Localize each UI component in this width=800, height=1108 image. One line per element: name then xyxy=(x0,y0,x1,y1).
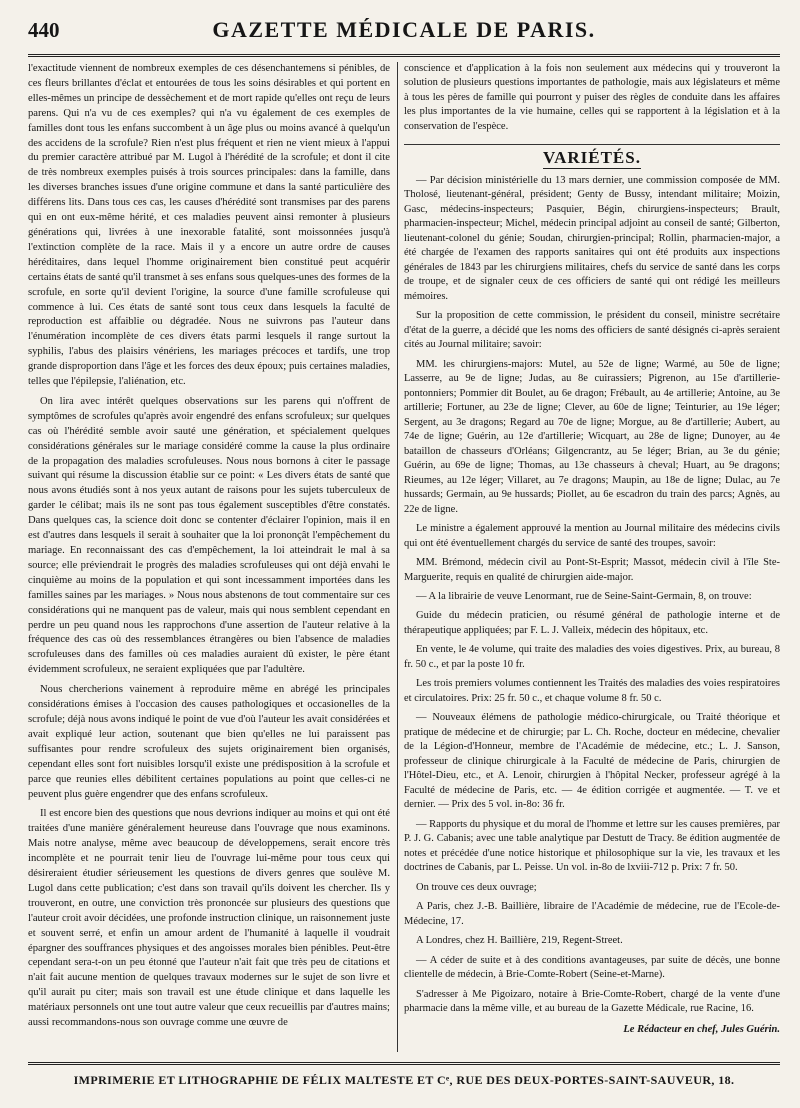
news-item: — A la librairie de veuve Lenormant, rue de Seine-Saint-Germain, 8, on trouve: xyxy=(416,590,752,602)
news-item: Sur la proposition de cette commission, le président du conseil, ministre secrétaire d'état de la guerre, a décidé que les noms des officiers de santé désignés ci-après seraient cités au Journal militaire; savoir: xyxy=(404,310,780,351)
book-listing: — Rapports du physique et du moral de l'homme et lettre sur les causes premières, par P. J. G. Cabanis; avec une table analytique par Destutt de Tracy. 8e édition augmentée de notes et précédée d'une notice historique et philosophique sur la vie, les travaux et les doctrines de Cabanis, par L. Peisse. Un vol. in-8o de lxviii-712 p. Prix: 7 fr. 50. xyxy=(404,818,780,874)
masthead-title: GAZETTE MÉDICALE DE PARIS. xyxy=(212,17,596,42)
news-item: S'adresser à Me Pigoizaro, notaire à Brie-Comte-Robert, chargé de la vente d'une pharmacie dans la même ville, et au bureau de la Gazette Médicale, rue Racine, 16. xyxy=(404,988,780,1015)
editor-signature: Le Rédacteur en chef, Jules Guérin. xyxy=(623,1023,780,1035)
left-column xyxy=(28,62,390,1036)
article-columns xyxy=(28,62,780,1052)
newspaper-page xyxy=(28,14,780,1094)
news-item: A Paris, chez J.-B. Baillière, libraire de l'Académie de médecine, rue de l'Ecole-de-Médecine, 17. xyxy=(404,901,780,927)
news-item: Le ministre a également approuvé la mention au Journal militaire des médecins civils qui ont été éventuellement chargés du service de santé des troupes, savoir: xyxy=(404,523,780,549)
section-title xyxy=(404,148,780,168)
news-item: — A céder de suite et à des conditions avantageuses, par suite de décès, une bonne clientelle de médecin, à Brie-Comte-Robert (Seine-et-Marne). xyxy=(404,954,780,981)
book-listing: En vente, le 4e volume, qui traite des maladies des voies digestives. Prix, au bureau, 8 fr. 50 c., et par la poste 10 fr. xyxy=(404,644,780,670)
paragraph: Il est encore bien des questions que nous devrions indiquer au moins et qui ont été traitées d'une manière généralement heureuse dans l'ouvrage que nous examinons. Mais notre analyse, même avec beaucoup de développemens, serait encore très incomplète et ne pourrait tenir lieu de l'ouvrage lui-même pour tous ceux qui désireraient étudier sérieusement les questions de divers genres que soulève M. Lugol dans cette publication; c'est dans son travail qu'ils doivent les chercher. Ils y trouveront, en outre, une conviction très prononcée sur plusieurs des questions que l'auteur croit avoir décidées, une profonde instruction clinique, un raisonnement juste et souvent serré, et enfin un amour ardent de l'humanité à laquelle il voudrait épargner des souffrances physiques et des angoisses morales bien pénibles. Peut-être cependant sera-t-on un peu étonné que l'auteur n'ait fait que très peu de citations et n'ait fait aucune mention de quelques travaux modernes sur le sujet de son livre et qu'il aurait pu citer; mais son travail est une étude clinique et dans laquelle les matériaux personnels ont une tout autre valeur que ceux recueillis par d'autres mains; aussi recommandons-nous son ouvrage comme une œuvre de xyxy=(28,808,390,1029)
page-header xyxy=(28,14,780,57)
section-title-text: VARIÉTÉS. xyxy=(543,148,641,168)
section-rule xyxy=(404,144,780,145)
news-item: On trouve ces deux ouvrage; xyxy=(416,881,537,893)
right-column xyxy=(404,62,780,1037)
book-listing: Les trois premiers volumes contiennent les Traités des maladies des voies respiratoires et circulatoires. Prix: 25 fr. 50 c., et chaque volume 8 fr. 50 c. xyxy=(404,678,780,704)
column-divider xyxy=(397,62,398,1052)
news-item: — Par décision ministérielle du 13 mars dernier, une commission composée de MM. Tholosé, lieutenant-général, président; Genty de Bussy, intendant militaire; Moizin, Gasc, médecins-inspecteurs; Pasquier, Bégin, chirurgiens-inspecteurs; Brault, pharmacien-inspecteur; Michel, médecin principal adjoint au conseil de santé; Gilberton, lieutenant-colonel du génie; Soudan, chirurgien-principal; Rollin, pharmacien-major, a été chargée de l'examen des rapports sanitaires qui ont été produits aux inspections générales de 1843 par les chirurgiens militaires, chefs du service de santé dans les corps de troupe, et de signaler ceux de ces officiers de santé qui ont rédigé les meilleurs mémoires. xyxy=(404,174,780,302)
news-item: A Londres, chez H. Baillière, 219, Regent-Street. xyxy=(416,935,623,947)
paragraph: Nous chercherions vainement à reproduire même en abrégé les principales considérations émises à l'occasion des causes pathologiques et occasionelles de la scrofule; déjà nous avons indiqué le point de vue d'où l'auteur les avait considérées et avait expliqué leur action, soutenant que bien qu'elles ne lui paraissent pas suffisantes pour rendre scrofuleux des sujets originairement bien organisés, cependant elles sont fort nuisibles lorsqu'il existe une prédisposition à la scrofule et parce que reunies elles débilitent certaines populations au point que celles-ci ne peuvent plus guère engendrer que des enfans scrofuleux. xyxy=(28,684,390,800)
book-listing: Guide du médecin praticien, ou résumé général de pathologie interne et de thérapeutique appliquées; par F. L. J. Valleix, médecin des hôpitaux, etc. xyxy=(404,610,780,636)
printer-imprint: IMPRIMERIE ET LITHOGRAPHIE DE FÉLIX MALTESTE ET Cᵉ, RUE DES DEUX-PORTES-SAINT-SAUVEUR, 18. xyxy=(28,1062,780,1088)
page-number: 440 xyxy=(28,18,60,42)
paragraph: conscience et d'application à la fois non seulement aux médecins qui y trouveront la solution de plusieurs questions importantes de pathologie, mais aux législateurs et même à tous les pères de famille qui pourront y puiser des règles de conduite dans les affaires les plus importantes de la vie humaine, celles qui se rapportent à la législation et à la conservation de l'espèce. xyxy=(404,63,780,132)
news-item: MM. Brémond, médecin civil au Pont-St-Esprit; Massot, médecin civil à l'île Ste-Marguerite, requis en qualité de chirurgien aide-major. xyxy=(404,557,780,583)
paragraph: On lira avec intérêt quelques observations sur les parens qui n'offrent de symptômes de scrofules qu'après avoir engendré des enfans scrofuleux; sur quelques cas où l'hérédité semble avoir sauté une génération, et spécialement quelques considérations générales sur le mariage considéré comme la cause la plus ordinaire de la propagation des maladies scrofuleuses. Nous nous bornons à citer le passage suivant qui résume la discussion établie sur ce point: « Les divers états de santé que nous avons étudiés sont à nos yeux autant de raisons pour les sujets tuberculeux de garder le célibat; mais ils ne sont pas tous également susceptibles d'être constatés. Dans quelques cas, la science doit donc se contenter d'éclairer l'opinion, mais il en est d'autres dans lesquels il serait à souhaiter que la loi prononçât l'empêchement du mariage. En reconnaissant des cas d'empêchement, la loi atteindrait le mal à sa source; elle préviendrait le progrès des maladies scrofuleuses qui ont déjà envahi le cinquième au moins de la population et qui sont incessamment importées dans les familles saines par les mariages. » Nous nous abstenons de tout commentaire sur ces considérations qui ne manquent pas de valeur, mais qui nous semblent cependant en perdre un peu quand nous les rapprochons d'une assertion de l'auteur relative à la fréquence des cas où des ressemblances étrangères ou bien l'absence de maladies scrofuleuses dans des familles où ces maladies auraient dû exister, le père étant évidemment scrofuleux, ne seraient expliquées que par l'adultère. xyxy=(28,395,390,676)
book-listing: — Nouveaux élémens de pathologie médico-chirurgicale, ou Traité théorique et pratique de médecine et de chirurgie; par L. Ch. Roche, docteur en médecine, chevalier de la Légion-d'Honneur, membre de l'Académie de médecine, etc.; L. J. Sanson, professeur de clinique chirurgicale à la Faculté de médecine de Paris, chirurgien de l'Hôtel-Dieu, etc., et A. Lenoir, chirurgien à l'hôpital Necker, professeur agrégé à la Faculté de médecine de Paris, etc. — 4e édition corrigée et augmentée. — T. ve et dernier. — Prix des 5 vol. in-8o: 36 fr. xyxy=(404,712,780,811)
news-item: MM. les chirurgiens-majors: Mutel, au 52e de ligne; Warmé, au 50e de ligne; Lasserre, au 9e de ligne; Judas, au 8e cuirassiers; Pigrenon, au 15e d'artillerie-pontonniers; Pommier dit Boulet, au 6e dragon; Frébault, au 4e artillerie; Antoine, au 3e artillerie; Fortuner, au 23e de ligne; Clever, au 60e de ligne; Teinturier, au 19e léger; Sergent, au 3e dragons; Regard au 70e de ligne; Morgue, au 8e d'artillerie; Aubert, au 74e de ligne; Guérin, au 12e d'artillerie; Wicquart, au 28e de ligne; Dunoyer, au 4e bataillon de chasseurs d'Orléans; Gilgencrantz, au 5e léger; Brian, au 3e du génie; Guérin, au 69e de ligne; Thomas, au 13e chasseurs à cheval; Huart, au 9e dragons; Rieumes, au 12e léger; Villaret, au 7e dragons; Maupin, au 18e de ligne; Dulac, au 7e hussards; Germain, au 9e hussards; Piollet, au 6e escadron du train des parcs; Agnès, au 22e de ligne. xyxy=(404,358,780,515)
paragraph: l'exactitude viennent de nombreux exemples de ces désenchantemens si pénibles, de ces fleurs brillantes d'éclat et entourées de tous les soins désirables et qui portent en elles-mêmes un principe de dessèchement et de mort rapide qu'elles ont reçu de leurs parens. Qui n'a vu de ces exemples? qui n'a vu également de ces exemples de familles dont tous les enfans succombent à un âge plus ou moins avancé à quelqu'un des accidens de la scrofule? Rien n'est plus fréquent et rien ne vient mieux à l'appui du premier caractère attribué par M. Lugol à l'hérédité de la scrofule; et dont il cite de très nombreux exemples puisés à trois sources principales: dans la famille, dans les diverses branches issues d'une origine commune et dans la santé particulière des différens lits. Dans tous ces cas, les causes d'hérédité sont transmises par des parens qui en ont eux-même hérité, et ces maladies peuvent ainsi remonter à plusieurs générations qui, livrées à une inexorable fatalité, sont moissonnées jusqu'à l'extinction complète de la race. Mais il y a encore un autre ordre de causes héréditaires, dans lequel l'homme originairement bien constitué peut acquérir certains états de santé qu'il transmet à ses enfans sous quelques-unes des formes de la scrofule, en sorte qu'il devient l'origine, la source d'une famille scrofuleuse qui commence à lui. Ces états de santé sont tous ceux dans lesquels la faculté de reproduction est affaiblie ou dégradée. Nous ne suivrons pas l'auteur dans l'énumération incomplète de ces divers états parmi lesquels il range surtout la syphilis, l'abus des plaisirs vénériens, les mariages précoces et tardifs, une trop grande disproportion dans l'âge et les forces des deux époux; puis certaines maladies, telles que l'épilepsie, l'aliénation, etc. xyxy=(28,63,390,388)
